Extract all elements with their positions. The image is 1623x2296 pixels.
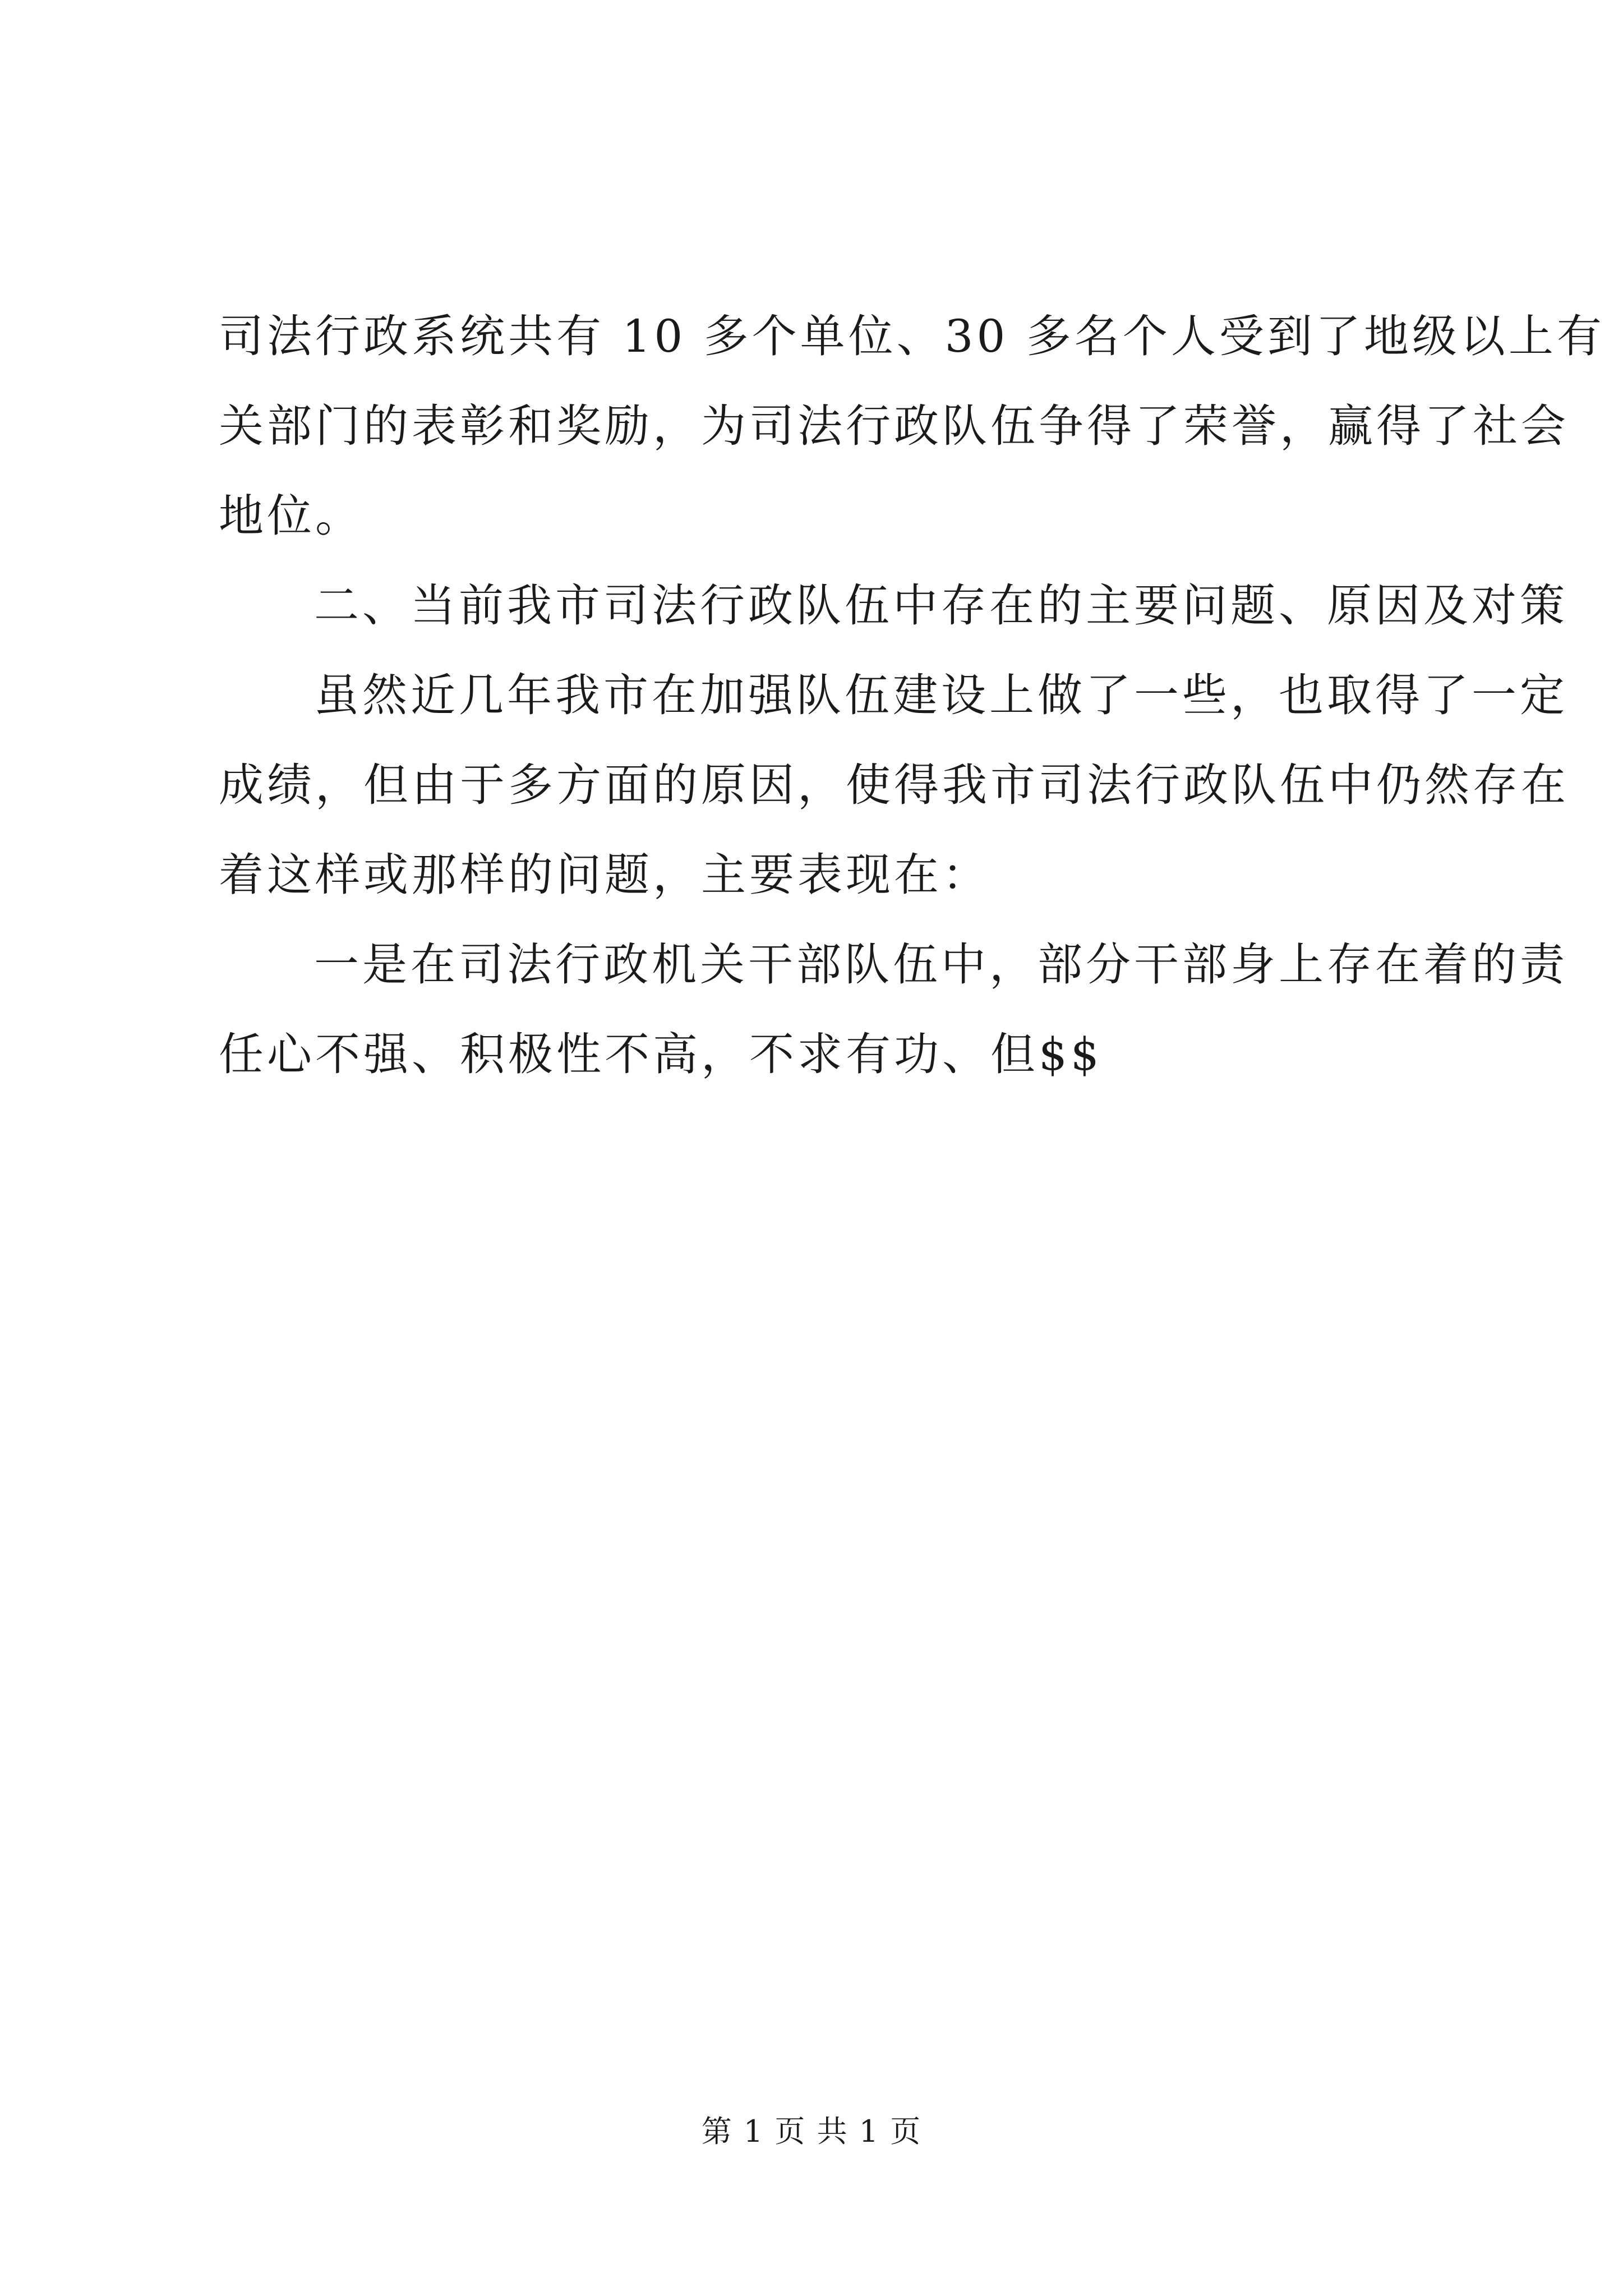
text-line: 一是在司法行政机关干部队伍中，部分干部身上存在着的责: [314, 938, 1568, 991]
text-line: 虽然近几年我市在加强队伍建设上做了一些，也取得了一定: [314, 669, 1568, 721]
section-heading: 二、当前我市司法行政队伍中存在的主要问题、原因及对策: [314, 579, 1568, 632]
page-number-footer: 第 1 页 共 1 页: [701, 2114, 922, 2149]
document-body: [219, 292, 1605, 1099]
text-line: 任心不强、积极性不高，不求有功、但$$: [219, 1028, 1103, 1080]
text-line: 地位。: [219, 490, 363, 542]
text-line: 成绩，但由于多方面的原因，使得我市司法行政队伍中仍然存在: [219, 759, 1569, 811]
text-line: 司法行政系统共有 10 多个单位、30 多名个人受到了地级以上有: [219, 310, 1605, 362]
text-line: 关部门的表彰和奖励，为司法行政队伍争得了荣誉，赢得了社会: [219, 400, 1569, 452]
text-line: 着这样或那样的问题，主要表现在：: [219, 849, 990, 901]
